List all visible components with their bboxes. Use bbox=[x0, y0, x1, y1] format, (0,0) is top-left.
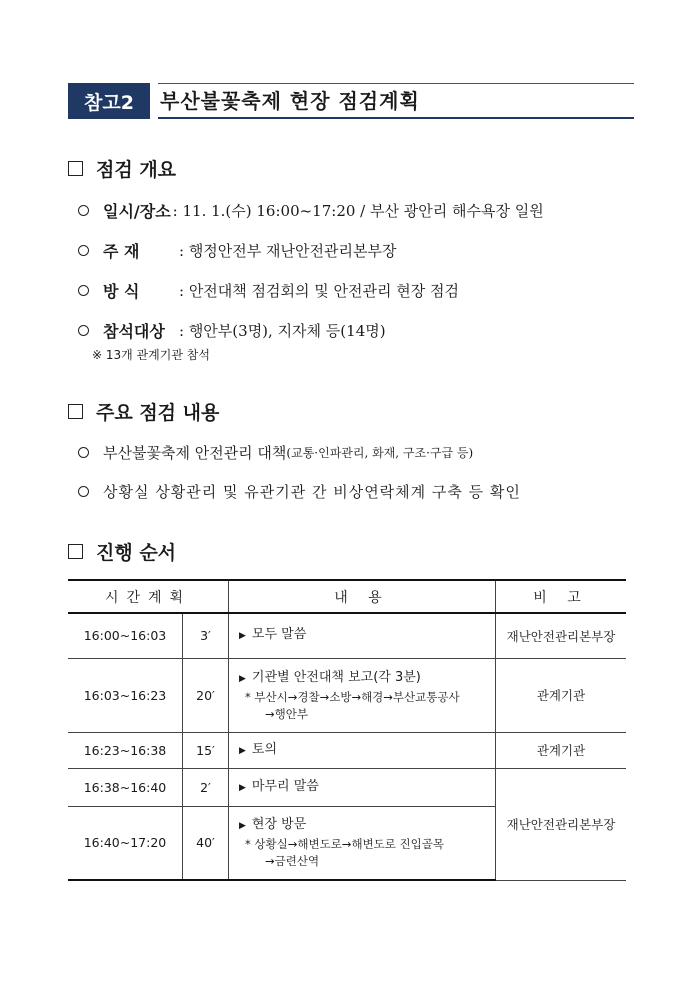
content-detail: →금련산역 bbox=[265, 854, 320, 869]
duration-cell: 15′ bbox=[183, 732, 229, 768]
circle-bullet-icon bbox=[78, 285, 89, 296]
item-detail: (교통·인파관리, 화재, 구조·구급 등) bbox=[286, 446, 474, 460]
content-cell bbox=[229, 768, 496, 806]
table-row bbox=[68, 613, 626, 658]
column-header-remark: 비 고 bbox=[496, 580, 627, 613]
triangle-right-icon: ▶ bbox=[239, 821, 246, 832]
section-title: 주요 점검 내용 bbox=[96, 402, 220, 424]
content-detail: * 상황실→해변도로→해변도로 진입골목 bbox=[245, 837, 444, 852]
section-schedule-heading bbox=[68, 538, 176, 565]
item-value: : 행안부(3명), 지자체 등(14명) bbox=[179, 322, 386, 340]
square-icon bbox=[68, 544, 83, 559]
circle-bullet-icon bbox=[78, 325, 89, 336]
item-value: : 11. 1.(수) 16:00~17:20 / 부산 광안리 해수욕장 일원 bbox=[172, 202, 544, 220]
triangle-right-icon: ▶ bbox=[239, 631, 246, 642]
overview-item-datetime bbox=[78, 199, 544, 222]
remark-cell: 재난안전관리본부장 bbox=[496, 613, 627, 658]
content-cell bbox=[229, 613, 496, 658]
remark-cell: 관계기관 bbox=[496, 732, 627, 768]
duration-cell: 3′ bbox=[183, 613, 229, 658]
item-label: 방 식 bbox=[103, 282, 140, 301]
item-label: 참석대상 bbox=[103, 322, 165, 341]
time-cell: 16:00~16:03 bbox=[68, 613, 183, 658]
remark-cell: 관계기관 bbox=[496, 658, 627, 732]
time-cell: 16:03~16:23 bbox=[68, 658, 183, 732]
remark-cell: 재난안전관리본부장 bbox=[496, 768, 627, 880]
item-value: : 행정안전부 재난안전관리본부장 bbox=[179, 242, 397, 260]
content-text: 모두 말씀 bbox=[251, 627, 307, 643]
square-icon bbox=[68, 404, 83, 419]
square-icon bbox=[68, 161, 83, 176]
item-label: 주 재 bbox=[103, 242, 140, 261]
section-overview-heading bbox=[68, 155, 176, 182]
duration-cell: 40′ bbox=[183, 806, 229, 880]
table-row bbox=[68, 768, 626, 806]
table-row bbox=[68, 658, 626, 732]
header-bottom-rule bbox=[158, 117, 634, 119]
item-text: 부산불꽃축제 안전관리 대책 bbox=[103, 444, 287, 462]
schedule-table bbox=[68, 579, 626, 881]
page-title: 부산불꽃축제 현장 점검계획 bbox=[160, 89, 420, 113]
checkpoint-item bbox=[78, 442, 473, 463]
item-label: 일시/장소 bbox=[103, 202, 171, 221]
time-cell: 16:38~16:40 bbox=[68, 768, 183, 806]
time-cell: 16:23~16:38 bbox=[68, 732, 183, 768]
triangle-right-icon: ▶ bbox=[239, 782, 246, 793]
content-cell bbox=[229, 732, 496, 768]
circle-bullet-icon bbox=[78, 447, 89, 458]
checkpoint-item bbox=[78, 481, 521, 502]
document-header bbox=[68, 83, 634, 119]
section-title: 진행 순서 bbox=[96, 542, 177, 564]
overview-item-host bbox=[78, 239, 396, 262]
content-text: 마무리 말씀 bbox=[251, 778, 319, 794]
content-text: 토의 bbox=[251, 741, 278, 757]
content-cell bbox=[229, 806, 496, 880]
content-cell bbox=[229, 658, 496, 732]
attendee-note: ※ 13개 관계기관 참석 bbox=[92, 348, 210, 362]
time-cell: 16:40~17:20 bbox=[68, 806, 183, 880]
reference-tag: 참고2 bbox=[68, 83, 150, 119]
triangle-right-icon: ▶ bbox=[239, 745, 246, 756]
duration-cell: 2′ bbox=[183, 768, 229, 806]
overview-item-method bbox=[78, 279, 459, 302]
column-header-time: 시간계획 bbox=[68, 580, 229, 613]
circle-bullet-icon bbox=[78, 245, 89, 256]
table-row bbox=[68, 732, 626, 768]
content-detail: * 부산시→경찰→소방→해경→부산교통공사 bbox=[245, 689, 460, 704]
triangle-right-icon: ▶ bbox=[239, 673, 246, 684]
column-header-content: 내 용 bbox=[229, 580, 496, 613]
item-text: 상황실 상황관리 및 유관기관 간 비상연락체계 구축 등 확인 bbox=[103, 483, 521, 501]
content-text: 현장 방문 bbox=[251, 817, 307, 833]
overview-item-attendees bbox=[78, 319, 386, 342]
section-checkpoints-heading bbox=[68, 398, 219, 425]
content-detail: →행안부 bbox=[265, 706, 308, 721]
circle-bullet-icon bbox=[78, 205, 89, 216]
section-title: 점검 개요 bbox=[96, 159, 177, 181]
table-header-row bbox=[68, 580, 626, 613]
content-text: 기관별 안전대책 보고(각 3분) bbox=[251, 669, 421, 685]
circle-bullet-icon bbox=[78, 486, 89, 497]
duration-cell: 20′ bbox=[183, 658, 229, 732]
item-value: : 안전대책 점검회의 및 안전관리 현장 점검 bbox=[179, 282, 459, 300]
